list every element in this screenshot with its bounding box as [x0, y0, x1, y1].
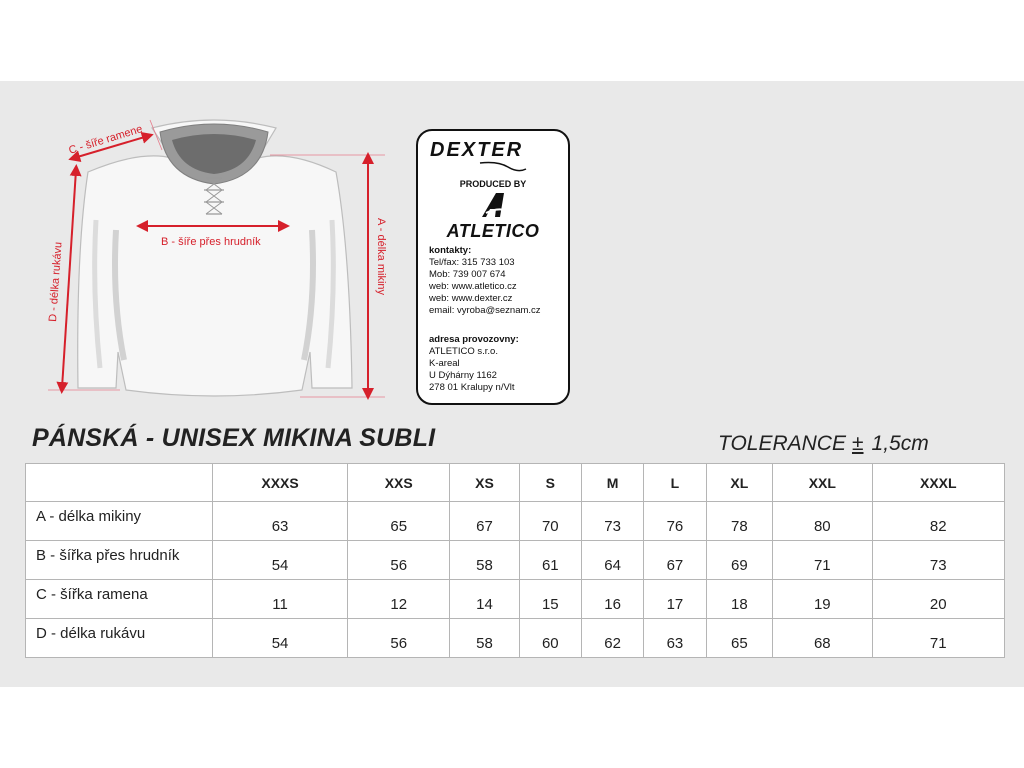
table-cell: 73 — [872, 541, 1004, 580]
table-cell: 19 — [773, 580, 872, 619]
size-header: XXL — [773, 464, 872, 502]
tolerance-symbol: ± — [851, 432, 864, 455]
row-label: A - délka mikiny — [26, 502, 213, 541]
size-header: XS — [450, 464, 519, 502]
tolerance-label: TOLERANCE — [718, 432, 846, 455]
page-title: PÁNSKÁ - UNISEX MIKINA SUBLI — [32, 424, 436, 452]
tolerance-value: 1,5cm — [871, 432, 929, 455]
table-cell: 67 — [450, 502, 519, 541]
size-header: L — [644, 464, 706, 502]
size-header: XXXL — [872, 464, 1004, 502]
table-cell: 14 — [450, 580, 519, 619]
table-cell: 56 — [348, 619, 450, 658]
table-cell: 63 — [644, 619, 706, 658]
size-header: S — [519, 464, 581, 502]
row-label: C - šířka ramena — [26, 580, 213, 619]
contact-line: Tel/fax: 315 733 103 — [429, 257, 515, 268]
address-line: 278 01 Kralupy n/Vlt — [429, 382, 515, 393]
table-cell: 12 — [348, 580, 450, 619]
table-cell: 18 — [706, 580, 773, 619]
table-cell: 58 — [450, 541, 519, 580]
address-line: K-areal — [429, 358, 460, 369]
table-header-row — [26, 464, 1005, 502]
table-cell: 76 — [644, 502, 706, 541]
table-cell: 68 — [773, 619, 872, 658]
address-line: ATLETICO s.r.o. — [429, 346, 498, 357]
contact-card — [416, 129, 570, 405]
contact-line: email: vyroba@seznam.cz — [429, 305, 541, 316]
address-block — [429, 334, 519, 394]
address-heading: adresa provozovny: — [429, 334, 519, 345]
table-cell: 64 — [581, 541, 643, 580]
size-header: XXS — [348, 464, 450, 502]
table-cell: 20 — [872, 580, 1004, 619]
table-cell: 78 — [706, 502, 773, 541]
table-cell: 61 — [519, 541, 581, 580]
label-a: A - délka mikiny — [375, 218, 387, 296]
table-corner — [26, 464, 213, 502]
table-cell: 17 — [644, 580, 706, 619]
table-row — [26, 580, 1005, 619]
arrow-d — [62, 170, 76, 388]
table-cell: 15 — [519, 580, 581, 619]
table-cell: 71 — [773, 541, 872, 580]
tolerance-note — [718, 432, 929, 456]
size-header: XXXS — [213, 464, 348, 502]
table-cell: 65 — [348, 502, 450, 541]
table-cell: 67 — [644, 541, 706, 580]
table-cell: 65 — [706, 619, 773, 658]
size-header: XL — [706, 464, 773, 502]
table-row — [26, 619, 1005, 658]
dexter-logo: DEXTER — [430, 139, 524, 161]
table-cell: 11 — [213, 580, 348, 619]
table-row — [26, 502, 1005, 541]
size-header: M — [581, 464, 643, 502]
table-cell: 58 — [450, 619, 519, 658]
contacts-heading: kontakty: — [429, 245, 472, 256]
row-label: B - šířka přes hrudník — [26, 541, 213, 580]
table-cell: 73 — [581, 502, 643, 541]
label-d: D - délka rukávu — [47, 241, 65, 323]
contact-line: web: www.atletico.cz — [429, 281, 517, 292]
contact-line: web: www.dexter.cz — [429, 293, 513, 304]
manufacturer-name: ATLETICO — [446, 221, 540, 241]
contacts-block — [429, 245, 541, 317]
table-cell: 54 — [213, 541, 348, 580]
dexter-swoosh-icon — [478, 159, 528, 175]
table-cell: 56 — [348, 541, 450, 580]
address-line: U Dýhárny 1162 — [429, 370, 497, 381]
table-cell: 60 — [519, 619, 581, 658]
label-c: C - šíře ramene — [67, 123, 144, 157]
table-cell: 63 — [213, 502, 348, 541]
produced-by-label: PRODUCED BY — [459, 179, 527, 189]
size-table — [25, 463, 1005, 658]
table-cell: 54 — [213, 619, 348, 658]
table-cell: 82 — [872, 502, 1004, 541]
table-row — [26, 541, 1005, 580]
table-cell: 62 — [581, 619, 643, 658]
row-label: D - délka rukávu — [26, 619, 213, 658]
atletico-logo-icon — [480, 191, 510, 219]
label-b: B - šíře přes hrudník — [161, 236, 261, 248]
table-cell: 70 — [519, 502, 581, 541]
contact-line: Mob: 739 007 674 — [429, 269, 506, 280]
table-cell: 80 — [773, 502, 872, 541]
table-cell: 71 — [872, 619, 1004, 658]
hoodie-illustration — [78, 120, 352, 396]
table-cell: 69 — [706, 541, 773, 580]
table-cell: 16 — [581, 580, 643, 619]
